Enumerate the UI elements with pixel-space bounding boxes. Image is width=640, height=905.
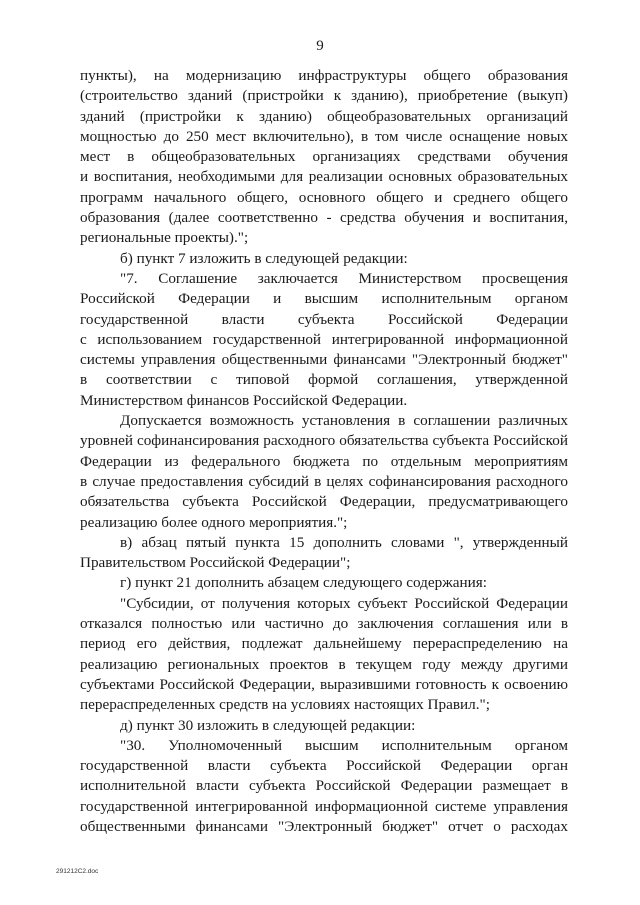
text-line: уровней софинансирования расходного обязательства субъекта Российской bbox=[80, 432, 568, 450]
text-line: общественными финансами "Электронный бюджет" отчет о расходах bbox=[80, 817, 568, 835]
text-line: зданий (пристройки к зданию) общеобразовательных организаций bbox=[80, 107, 568, 125]
text-line: (строительство зданий (пристройки к зданию), приобретение (выкуп) bbox=[80, 87, 568, 105]
text-line: Допускается возможность установления в соглашении различных bbox=[120, 412, 568, 430]
text-line: субъектами Российской Федерации, выразившими готовность к освоению bbox=[80, 675, 568, 693]
text-line: с использованием государственной интегрированной информационной bbox=[80, 330, 568, 348]
text-line: Министерством финансов Российской Федерации. bbox=[80, 391, 408, 409]
text-line: государственной власти субъекта Российской Федерации орган bbox=[80, 757, 568, 775]
text-line: в) абзац пятый пункта 15 дополнить словами ", утвержденный bbox=[120, 533, 568, 551]
text-line: Правительством Российской Федерации"; bbox=[80, 554, 351, 572]
text-line: в соответствии с типовой формой соглашения, утвержденной bbox=[80, 371, 568, 389]
text-line: государственной власти субъекта Российской Федерации bbox=[80, 310, 568, 328]
text-line: реализацию региональных проектов в текущем году между другими bbox=[80, 655, 568, 673]
text-line: мощностью до 250 мест включительно), в том числе оснащение новых bbox=[80, 127, 568, 145]
text-line: в случае предоставления субсидий в целях софинансирования расходного bbox=[80, 472, 568, 490]
text-line: мест в общеобразовательных организациях средствами обучения bbox=[80, 148, 568, 166]
document-body bbox=[80, 66, 568, 837]
text-line: "30. Уполномоченный высшим исполнительным органом bbox=[120, 736, 568, 754]
footer-file-code: 291212C2.doc bbox=[56, 868, 99, 875]
text-line: пункты), на модернизацию инфраструктуры общего образования bbox=[80, 67, 568, 84]
text-line: "7. Соглашение заключается Министерством просвещения bbox=[120, 269, 568, 287]
text-line: г) пункт 21 дополнить абзацем следующего содержания: bbox=[120, 574, 487, 592]
text-line: системы управления общественными финансами "Электронный бюджет" bbox=[80, 351, 568, 369]
page-number: 9 bbox=[316, 38, 324, 54]
text-line: Российской Федерации и высшим исполнительным органом bbox=[80, 290, 568, 308]
text-line: д) пункт 30 изложить в следующей редакции: bbox=[120, 716, 416, 734]
text-line: период его действия, подлежат дальнейшему перераспределению на bbox=[80, 635, 568, 653]
text-line: обязательства субъекта Российской Федерации, предусматривающего bbox=[80, 493, 568, 511]
text-line: б) пункт 7 изложить в следующей редакции: bbox=[120, 249, 408, 267]
text-line: перераспределенных средств на условиях настоящих Правил."; bbox=[80, 696, 490, 714]
text-line: и воспитания, необходимыми для реализации основных образовательных bbox=[80, 168, 568, 186]
text-line: региональные проекты)."; bbox=[80, 229, 249, 247]
text-line: образования (далее соответственно - средства обучения и воспитания, bbox=[80, 209, 568, 227]
text-line: исполнительной власти субъекта Российской Федерации размещает в bbox=[80, 777, 568, 795]
text-line: "Субсидии, от получения которых субъект Российской Федерации bbox=[120, 594, 568, 612]
text-line: государственной интегрированной информационной системе управления bbox=[80, 797, 568, 815]
text-line: Федерации из федерального бюджета по отдельным мероприятиям bbox=[80, 452, 568, 470]
text-line: реализацию более одного мероприятия."; bbox=[80, 513, 348, 531]
text-line: отказался полностью или частично до заключения соглашения или в bbox=[80, 615, 568, 633]
text-line: программ начального общего, основного общего и среднего общего bbox=[80, 188, 568, 206]
